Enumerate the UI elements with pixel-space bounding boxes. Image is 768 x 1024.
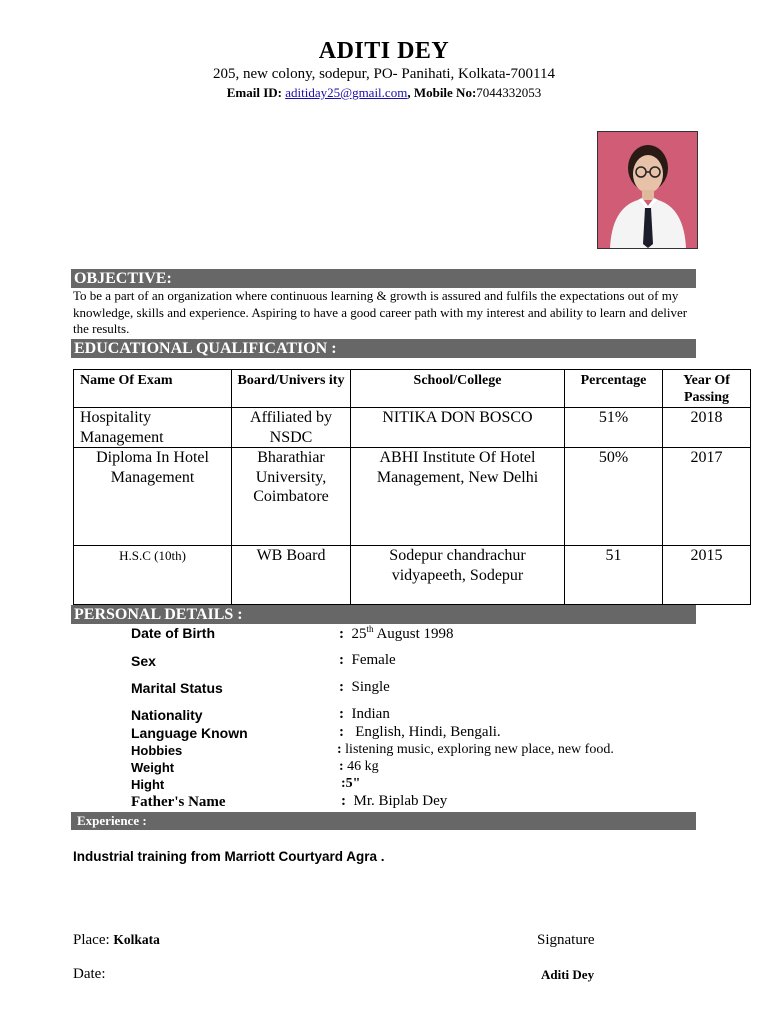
table-cell: 2017 [663, 448, 751, 546]
profile-photo [597, 131, 698, 249]
table-cell: Diploma In Hotel Management [74, 448, 232, 546]
profile-photo-image [598, 132, 697, 248]
height-value: :5" [341, 776, 361, 791]
mobile-label: Mobile No: [413, 85, 477, 100]
table-cell: Hospitality Management [74, 408, 232, 448]
table-cell: Bharathiar University, Coimbatore [232, 448, 351, 546]
objective-text: To be a part of an organization where continuous learning & growth is assured and fulfils the expectations out of my knowledge, skills and experience. Aspiring to have a good career path with my interest and ability to learn and deliver the results. [73, 288, 688, 336]
dob-value: : 25th August 1998 [339, 624, 454, 642]
marital-value: : Single [339, 679, 390, 695]
hobbies-value: : listening music, exploring new place, new food. [337, 742, 614, 757]
contact-line: Email ID: aditiday25@gmail.com, Mobile No:7044332053 [226, 85, 542, 100]
table-cell: WB Board [232, 546, 351, 605]
signature-name: Aditi Dey [541, 967, 595, 982]
table-cell: H.S.C (10th) [74, 546, 232, 605]
nationality-label: Nationality [131, 707, 203, 723]
table-row [74, 448, 751, 546]
language-value: : English, Hindi, Bengali. [339, 724, 501, 740]
experience-line: Industrial training from Marriott Courtyard Agra . [73, 849, 385, 864]
table-cell: Sodepur chandrachur vidyapeeth, Sodepur [351, 546, 565, 605]
father-value: : Mr. Biplab Dey [341, 793, 448, 809]
weight-value: : 46 kg [339, 759, 379, 774]
table-header-row [74, 370, 751, 408]
education-heading: EDUCATIONAL QUALIFICATION : [71, 339, 696, 358]
place-line [73, 932, 160, 949]
table-row [74, 546, 751, 605]
education-table [73, 369, 751, 605]
email-label: Email ID: [226, 85, 282, 100]
address: 205, new colony, sodepur, PO- Panihati, Kolkata-700114 [213, 66, 555, 82]
table-cell: NITIKA DON BOSCO [351, 408, 565, 448]
marital-label: Marital Status [131, 680, 223, 696]
nationality-value: : Indian [339, 706, 390, 722]
hobbies-label: Hobbies [131, 743, 183, 758]
column-header: Name Of Exam [74, 370, 232, 408]
place-value: Kolkata [113, 932, 160, 947]
table-row [74, 408, 751, 448]
mobile-number: 7044332053 [476, 85, 542, 100]
table-cell: 2018 [663, 408, 751, 448]
column-header: Year Of Passing [663, 370, 751, 408]
sex-label: Sex [131, 653, 156, 669]
dob-label: Date of Birth [131, 625, 215, 641]
candidate-name: ADITI DEY [318, 38, 450, 64]
table-cell: 2015 [663, 546, 751, 605]
table-cell: 51% [565, 408, 663, 448]
column-header: Percentage [565, 370, 663, 408]
date-label: Date: [73, 966, 106, 982]
personal-heading: PERSONAL DETAILS : [71, 605, 696, 624]
table-cell: 50% [565, 448, 663, 546]
signature-label: Signature [537, 932, 595, 948]
column-header: Board/Univers ity [232, 370, 351, 408]
email-link[interactable]: aditiday25@gmail.com [285, 85, 408, 100]
objective-heading: OBJECTIVE: [71, 269, 696, 288]
table-cell: Affiliated by NSDC [232, 408, 351, 448]
language-label: Language Known [131, 725, 248, 741]
table-cell: ABHI Institute Of Hotel Management, New Delhi [351, 448, 565, 546]
table-cell: 51 [565, 546, 663, 605]
height-label: Hight [131, 777, 165, 792]
place-label: Place: [73, 932, 110, 948]
weight-label: Weight [131, 760, 175, 775]
experience-heading: Experience : [71, 812, 696, 830]
column-header: School/College [351, 370, 565, 408]
sex-value: : Female [339, 652, 396, 668]
father-label: Father's Name [131, 794, 226, 810]
